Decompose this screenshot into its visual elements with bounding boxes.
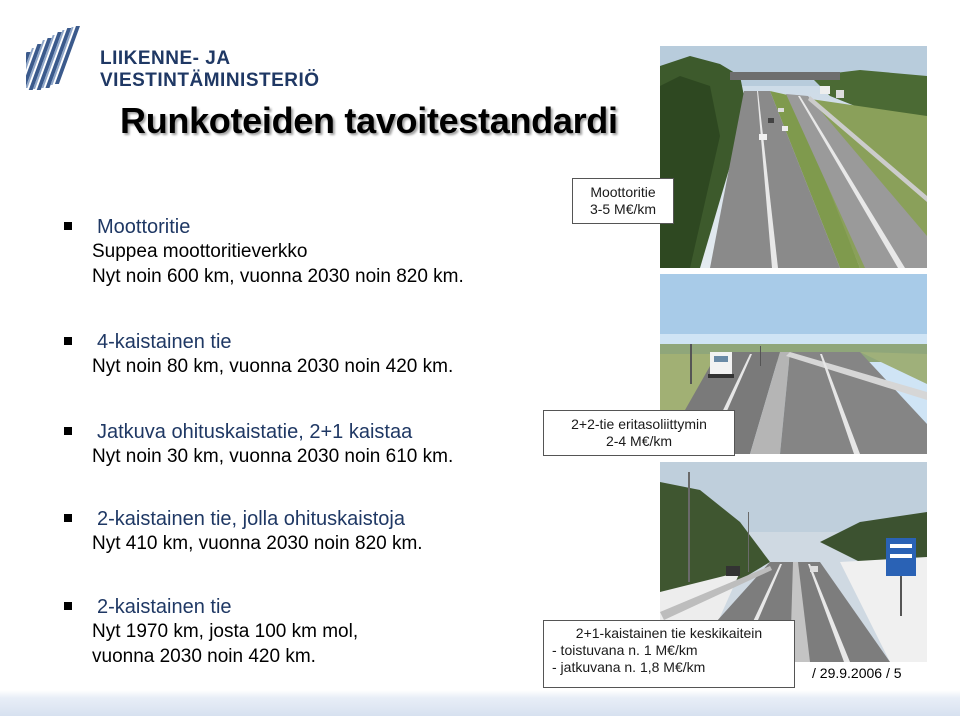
bullet-line: Nyt noin 80 km, vuonna 2030 noin 420 km. [92,356,454,377]
bullet-heading: 2-kaistainen tie, jolla ohituskaistoja [97,508,405,530]
two-plus-one-caption [543,620,795,688]
motorway-photo [660,46,927,268]
bullet-2-lane [64,595,358,669]
logo-line-1: LIIKENNE- JA [100,48,231,69]
caption-cost: 2-4 M€/km [605,433,673,449]
logo-line-2: VIESTINTÄMINISTERIÖ [100,70,320,91]
bullet-heading: Jatkuva ohituskaistatie, 2+1 kaistaa [97,421,413,443]
bullet-motorway [64,215,464,289]
bullet-line: Nyt 410 km, vuonna 2030 noin 820 km. [92,533,423,554]
logo-mark-icon [26,26,96,98]
bullet-line: Nyt noin 600 km, vuonna 2030 noin 820 km. [92,266,464,287]
caption-title: 2+2-tie eritasoliittymin [571,416,707,432]
caption-title: Moottoritie [590,184,656,200]
slide-title: Runkoteiden tavoitestandardi [120,100,618,141]
bullet-square-icon [64,514,72,522]
bullet-2-lane-passing [64,507,423,556]
bullet-4-lane [64,330,453,379]
bullet-2plus1 [64,420,453,469]
bullet-square-icon [64,337,72,345]
bullet-line: vuonna 2030 noin 420 km. [92,646,316,667]
slide-footer: / 29.9.2006 / 5 [812,665,902,681]
bullet-square-icon [64,602,72,610]
bullet-heading: 4-kaistainen tie [97,331,232,353]
ministry-logo [26,26,320,106]
bullet-line: Suppea moottoritieverkko [92,241,308,262]
interchange-caption [543,410,735,456]
caption-cost: 3-5 M€/km [589,201,657,217]
bullet-line: Nyt noin 30 km, vuonna 2030 noin 610 km. [92,446,454,467]
bottom-decorative-stripe [0,690,960,716]
caption-cost-repeated: - toistuvana n. 1 M€/km [552,642,698,658]
caption-title: 2+1-kaistainen tie keskikaitein [575,625,763,641]
caption-cost-continuous: - jatkuvana n. 1,8 M€/km [552,659,706,675]
bullet-square-icon [64,427,72,435]
bullet-heading: Moottoritie [97,216,191,238]
bullet-square-icon [64,222,72,230]
bullet-heading: 2-kaistainen tie [97,596,232,618]
motorway-caption [572,178,674,224]
bullet-line: Nyt 1970 km, josta 100 km mol, [92,621,359,642]
